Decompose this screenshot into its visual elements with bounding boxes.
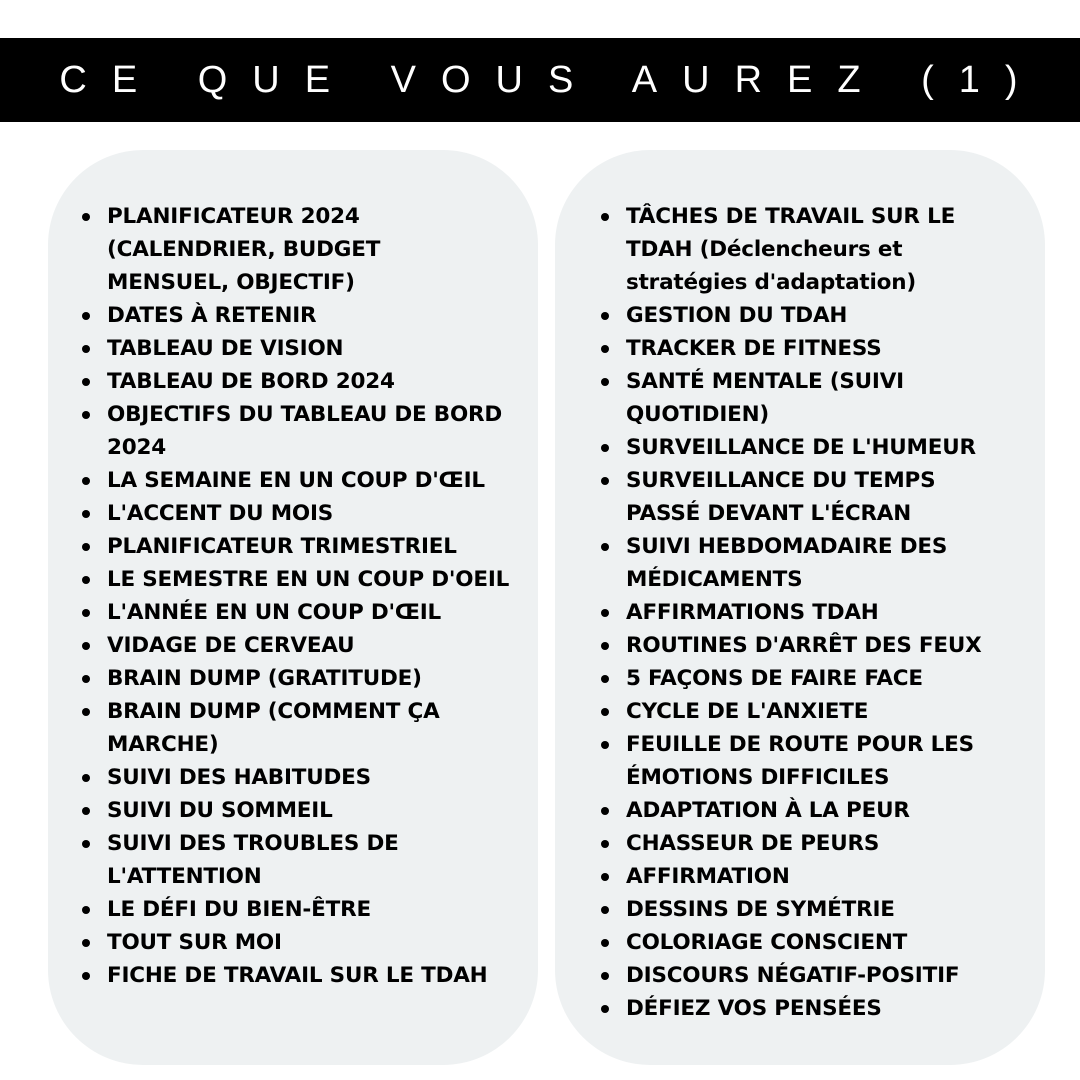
list-item: [601, 728, 982, 794]
list-item-text: SUIVI DES HABITUDES: [107, 765, 371, 790]
bullet-icon: [82, 345, 90, 353]
list-item-text: CHASSEUR DE PEURS: [626, 831, 880, 856]
list-item-text: 5 FAÇONS DE FAIRE FACE: [626, 666, 923, 691]
bullet-icon: [601, 345, 609, 353]
list-item-text: BRAIN DUMP (COMMENT ÇA: [107, 699, 440, 724]
bullet-icon: [601, 213, 609, 221]
list-item-text: PASSÉ DEVANT L'ÉCRAN: [626, 501, 912, 526]
list-item-text: 2024: [107, 435, 167, 460]
right-feature-list: [601, 200, 982, 1025]
list-item: [601, 596, 982, 629]
bullet-icon: [601, 708, 609, 716]
list-item-text: SUIVI DES TROUBLES DE: [107, 831, 399, 856]
left-panel: [48, 150, 538, 1065]
list-item-text: DISCOURS NÉGATIF-POSITIF: [626, 963, 960, 988]
list-item-text: PLANIFICATEUR 2024: [107, 204, 360, 229]
list-item: [601, 629, 982, 662]
list-item-text: COLORIAGE CONSCIENT: [626, 930, 908, 955]
list-item: [82, 365, 509, 398]
list-item-text: LE SEMESTRE EN UN COUP D'OEIL: [107, 567, 510, 592]
list-item-text: QUOTIDIEN): [626, 402, 770, 427]
bullet-icon: [82, 378, 90, 386]
list-item: [601, 365, 982, 431]
list-item: [82, 299, 509, 332]
bullet-icon: [82, 840, 90, 848]
bullet-icon: [82, 939, 90, 947]
list-item: [82, 926, 509, 959]
list-item: [82, 893, 509, 926]
list-item-text: LE DÉFI DU BIEN-ÊTRE: [107, 897, 371, 922]
bullet-icon: [601, 741, 609, 749]
list-item-text: L'ATTENTION: [107, 864, 262, 889]
list-item: [601, 794, 982, 827]
list-item-text: SURVEILLANCE DU TEMPS: [626, 468, 936, 493]
bullet-icon: [82, 675, 90, 683]
bullet-icon: [82, 312, 90, 320]
list-item-text: SANTÉ MENTALE (SUIVI: [626, 369, 904, 394]
list-item: [82, 200, 509, 299]
list-item-text: DESSINS DE SYMÉTRIE: [626, 897, 895, 922]
list-item: [601, 695, 982, 728]
list-item-text: (CALENDRIER, BUDGET: [107, 237, 381, 262]
list-item: [82, 497, 509, 530]
list-item-text: FEUILLE DE ROUTE POUR LES: [626, 732, 974, 757]
list-item: [601, 332, 982, 365]
list-item: [82, 827, 509, 893]
list-item: [601, 431, 982, 464]
list-item: [601, 530, 982, 596]
list-item: [601, 926, 982, 959]
list-item-text: MÉDICAMENTS: [626, 567, 803, 592]
bullet-icon: [82, 510, 90, 518]
list-item: [82, 695, 509, 761]
list-item-text: GESTION DU TDAH: [626, 303, 848, 328]
list-item-text: SUIVI HEBDOMADAIRE DES: [626, 534, 948, 559]
list-item: [82, 398, 509, 464]
list-item-text: TDAH (Déclencheurs et: [626, 237, 903, 262]
list-item-text: VIDAGE DE CERVEAU: [107, 633, 355, 658]
list-item-text: stratégies d'adaptation): [626, 270, 916, 295]
list-item-text: ÉMOTIONS DIFFICILES: [626, 765, 890, 790]
list-item-text: SUIVI DU SOMMEIL: [107, 798, 333, 823]
list-item-text: MARCHE): [107, 732, 219, 757]
list-item-text: TRACKER DE FITNESS: [626, 336, 882, 361]
list-item: [82, 959, 509, 992]
list-item: [601, 464, 982, 530]
list-item: [601, 200, 982, 299]
bullet-icon: [601, 840, 609, 848]
bullet-icon: [82, 609, 90, 617]
bullet-icon: [601, 543, 609, 551]
bullet-icon: [601, 972, 609, 980]
bullet-icon: [601, 1005, 609, 1013]
list-item: [601, 299, 982, 332]
list-item: [82, 794, 509, 827]
bullet-icon: [601, 609, 609, 617]
list-item-text: TOUT SUR MOI: [107, 930, 282, 955]
list-item-text: BRAIN DUMP (GRATITUDE): [107, 666, 422, 691]
bullet-icon: [601, 675, 609, 683]
list-item: [82, 662, 509, 695]
list-item-text: CYCLE DE L'ANXIETE: [626, 699, 869, 724]
bullet-icon: [82, 972, 90, 980]
bullet-icon: [601, 477, 609, 485]
bullet-icon: [601, 312, 609, 320]
list-item: [82, 596, 509, 629]
page-title: CE QUE VOUS AUREZ (1): [59, 58, 1043, 101]
bullet-icon: [601, 378, 609, 386]
list-item-text: SURVEILLANCE DE L'HUMEUR: [626, 435, 976, 460]
list-item-text: PLANIFICATEUR TRIMESTRIEL: [107, 534, 457, 559]
list-item: [601, 992, 982, 1025]
bullet-icon: [82, 807, 90, 815]
list-item-text: AFFIRMATIONS TDAH: [626, 600, 879, 625]
bullet-icon: [601, 444, 609, 452]
list-item: [601, 860, 982, 893]
left-feature-list: [82, 200, 509, 992]
bullet-icon: [601, 642, 609, 650]
bullet-icon: [82, 642, 90, 650]
right-panel: [555, 150, 1045, 1065]
list-item: [82, 332, 509, 365]
list-item: [82, 563, 509, 596]
list-item-text: L'ACCENT DU MOIS: [107, 501, 334, 526]
bullet-icon: [82, 774, 90, 782]
list-item-text: TÂCHES DE TRAVAIL SUR LE: [626, 204, 956, 229]
list-item: [601, 893, 982, 926]
list-item-text: TABLEAU DE VISION: [107, 336, 344, 361]
bullet-icon: [601, 906, 609, 914]
list-item-text: TABLEAU DE BORD 2024: [107, 369, 395, 394]
header-banner: [0, 38, 1080, 122]
list-item-text: L'ANNÉE EN UN COUP D'ŒIL: [107, 600, 442, 625]
list-item: [601, 662, 982, 695]
list-item: [601, 827, 982, 860]
list-item: [601, 959, 982, 992]
list-item: [82, 530, 509, 563]
list-item-text: DÉFIEZ VOS PENSÉES: [626, 996, 882, 1021]
bullet-icon: [82, 411, 90, 419]
bullet-icon: [82, 576, 90, 584]
list-item: [82, 761, 509, 794]
list-item-text: ADAPTATION À LA PEUR: [626, 798, 910, 823]
list-item-text: OBJECTIFS DU TABLEAU DE BORD: [107, 402, 503, 427]
bullet-icon: [82, 708, 90, 716]
list-item-text: ROUTINES D'ARRÊT DES FEUX: [626, 633, 982, 658]
list-item: [82, 464, 509, 497]
bullet-icon: [82, 543, 90, 551]
bullet-icon: [601, 807, 609, 815]
list-item-text: DATES À RETENIR: [107, 303, 317, 328]
bullet-icon: [82, 906, 90, 914]
list-item-text: LA SEMAINE EN UN COUP D'ŒIL: [107, 468, 485, 493]
bullet-icon: [82, 477, 90, 485]
list-item: [82, 629, 509, 662]
bullet-icon: [82, 213, 90, 221]
list-item-text: MENSUEL, OBJECTIF): [107, 270, 355, 295]
bullet-icon: [601, 939, 609, 947]
bullet-icon: [601, 873, 609, 881]
list-item-text: AFFIRMATION: [626, 864, 790, 889]
list-item-text: FICHE DE TRAVAIL SUR LE TDAH: [107, 963, 488, 988]
